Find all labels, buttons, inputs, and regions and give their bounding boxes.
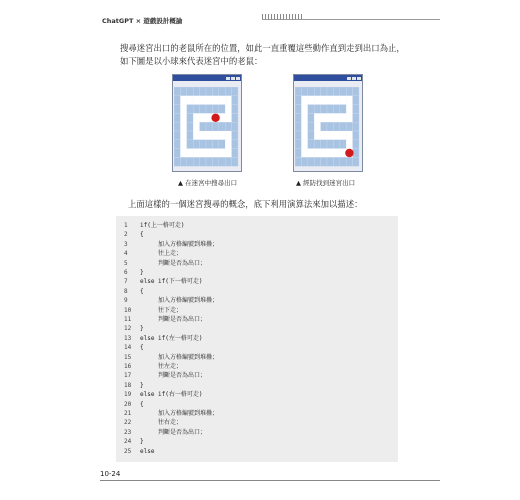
maze-wall <box>206 105 212 114</box>
minimize-icon <box>226 77 230 80</box>
code-text: if(上一格可走) <box>140 222 185 229</box>
maze-wall <box>295 96 301 105</box>
maze-path <box>206 131 212 140</box>
maze-wall <box>174 96 180 105</box>
maze-wall <box>333 157 339 166</box>
maze-path <box>219 96 225 105</box>
maze-path <box>212 131 218 140</box>
maze-wall <box>308 87 314 96</box>
maze-wall <box>206 157 212 166</box>
code-text: { <box>140 287 144 295</box>
maze-path <box>193 113 199 122</box>
header-title: ChatGPT × 遊戲設計概論 <box>102 17 183 25</box>
line-number: 18 <box>124 381 132 389</box>
maze-wall <box>308 122 314 131</box>
line-number: 25 <box>124 447 132 455</box>
maze-wall <box>333 122 339 131</box>
maze-wall <box>193 140 199 149</box>
code-text: else if(下一格可走) <box>140 278 203 286</box>
maze-grid <box>295 87 361 169</box>
maze-wall <box>333 87 339 96</box>
maze-path <box>314 131 320 140</box>
maze-path <box>225 131 231 140</box>
maze-wall <box>327 87 333 96</box>
maze-path <box>180 122 186 131</box>
maze-wall <box>212 105 218 114</box>
maze-path <box>340 113 346 122</box>
maze-wall <box>212 157 218 166</box>
code-text: 加入方格編號到堆疊； <box>140 353 219 361</box>
maze-wall <box>295 122 301 131</box>
maze-wall <box>232 149 238 158</box>
maze-wall <box>187 113 193 122</box>
maze-path <box>180 113 186 122</box>
maze-path <box>321 149 327 158</box>
maze-path <box>340 131 346 140</box>
maze-path <box>206 149 212 158</box>
maze-path <box>327 113 333 122</box>
maze-path <box>346 140 352 149</box>
close-icon <box>236 77 240 80</box>
maximize-icon <box>231 77 235 80</box>
paragraph-algorithm-intro: 上面這樣的一個迷宮搜尋的概念，底下利用演算法來加以描述： <box>128 199 363 209</box>
maze-path <box>219 149 225 158</box>
code-text: else if(右一格可走) <box>140 391 203 399</box>
maze-wall <box>232 140 238 149</box>
code-text: 判斷是否為出口； <box>140 372 207 380</box>
mouse-ball <box>345 149 353 157</box>
code-text: 往右走； <box>140 419 183 427</box>
mouse-ball <box>211 114 219 122</box>
maze-path <box>301 149 307 158</box>
maze-path <box>308 149 314 158</box>
maze-path <box>301 96 307 105</box>
caption-left: ▲ 在迷宮中搜尋出口 <box>178 179 238 187</box>
code-text: 判斷是否為出口； <box>140 259 207 267</box>
maze-path <box>314 122 320 131</box>
maze-wall <box>340 122 346 131</box>
maze-wall <box>206 122 212 131</box>
maze-wall <box>308 157 314 166</box>
maze-wall <box>295 157 301 166</box>
line-number: 8 <box>124 287 128 295</box>
maze-path <box>212 149 218 158</box>
maze-wall <box>200 140 206 149</box>
maze-path <box>301 113 307 122</box>
maze-path <box>212 96 218 105</box>
maze-wall <box>187 131 193 140</box>
code-text: 判斷是否為出口； <box>140 428 207 436</box>
maze-wall <box>353 105 359 114</box>
code-text: 往左走； <box>140 363 183 370</box>
line-number: 20 <box>124 400 132 408</box>
maze-wall <box>232 122 238 131</box>
maze-wall <box>232 113 238 122</box>
maze-path <box>308 96 314 105</box>
code-text: } <box>140 381 144 389</box>
maze-wall <box>219 122 225 131</box>
maze-path <box>301 105 307 114</box>
maze-wall <box>301 87 307 96</box>
line-number: 19 <box>124 391 132 399</box>
maze-wall <box>206 87 212 96</box>
page-number: 10-24 <box>100 470 121 478</box>
maze-wall <box>340 105 346 114</box>
maze-wall <box>219 140 225 149</box>
maze-wall <box>308 113 314 122</box>
window-menu <box>294 81 362 86</box>
maze-wall <box>212 122 218 131</box>
maze-wall <box>295 149 301 158</box>
maze-path <box>180 105 186 114</box>
footer-rule <box>100 480 440 481</box>
maze-path <box>327 131 333 140</box>
maze-wall <box>333 105 339 114</box>
maze-path <box>180 140 186 149</box>
maze-wall <box>327 157 333 166</box>
maze-path <box>187 96 193 105</box>
maze-wall <box>174 149 180 158</box>
maze-path <box>193 122 199 131</box>
maze-wall <box>232 96 238 105</box>
maze-path <box>200 113 206 122</box>
line-number: 2 <box>124 231 128 239</box>
maze-path <box>321 96 327 105</box>
maze-wall <box>187 105 193 114</box>
maze-path <box>180 96 186 105</box>
caption-right: ▲ 經防找到迷宮出口 <box>296 179 356 187</box>
maze-wall <box>346 87 352 96</box>
maze-wall <box>219 157 225 166</box>
maze-path <box>333 149 339 158</box>
maze-path <box>321 131 327 140</box>
window-menu <box>173 81 241 86</box>
code-text: } <box>140 325 144 333</box>
maze-path <box>225 96 231 105</box>
maze-wall <box>174 113 180 122</box>
maze-path <box>193 96 199 105</box>
maze-wall <box>187 140 193 149</box>
code-text: else <box>140 447 155 455</box>
maze-wall <box>206 140 212 149</box>
code-text: else if(左一格可走) <box>140 334 203 342</box>
line-number: 7 <box>124 278 128 286</box>
maze-wall <box>314 105 320 114</box>
maze-path <box>200 131 206 140</box>
paragraph-intro: 搜尋迷宮出口的老鼠所在的位置，如此一直重覆這些動作直到走到出口為止，如下圖是以小球來代表迷宮中的老鼠： <box>120 43 405 66</box>
code-block <box>116 216 398 462</box>
maze-wall <box>174 87 180 96</box>
maze-wall <box>174 140 180 149</box>
maze-wall <box>174 105 180 114</box>
line-number: 24 <box>124 438 132 446</box>
line-number: 1 <box>124 222 128 229</box>
maze-wall <box>295 87 301 96</box>
maze-wall <box>353 140 359 149</box>
maze-wall <box>219 105 225 114</box>
minimize-icon <box>347 77 351 80</box>
maze-grid <box>174 87 240 169</box>
maze-wall <box>174 122 180 131</box>
maze-path <box>193 149 199 158</box>
maze-wall <box>353 122 359 131</box>
code-text: 加入方格編號到堆疊； <box>140 297 219 305</box>
maze-wall <box>225 87 231 96</box>
maze-path <box>333 113 339 122</box>
maze-path <box>333 96 339 105</box>
maze-path <box>301 122 307 131</box>
line-number: 23 <box>124 428 132 436</box>
maze-path <box>187 149 193 158</box>
maze-wall <box>353 87 359 96</box>
line-number: 17 <box>124 372 132 380</box>
maze-wall <box>232 157 238 166</box>
maze-wall <box>314 87 320 96</box>
maze-wall <box>174 157 180 166</box>
maze-wall <box>212 87 218 96</box>
maze-path <box>225 149 231 158</box>
line-number: 10 <box>124 306 132 314</box>
maze-window-searching <box>172 74 242 172</box>
maze-wall <box>353 157 359 166</box>
maze-wall <box>327 140 333 149</box>
maximize-icon <box>352 77 356 80</box>
maze-path <box>346 96 352 105</box>
maze-wall <box>225 157 231 166</box>
maze-path <box>193 131 199 140</box>
maze-wall <box>193 157 199 166</box>
line-number: 16 <box>124 363 132 370</box>
maze-wall <box>200 105 206 114</box>
header-rule <box>262 19 440 20</box>
maze-wall <box>187 157 193 166</box>
line-number: 12 <box>124 325 132 333</box>
code-text: { <box>140 344 144 352</box>
maze-path <box>314 113 320 122</box>
maze-wall <box>346 122 352 131</box>
maze-path <box>346 105 352 114</box>
maze-wall <box>340 140 346 149</box>
maze-path <box>301 131 307 140</box>
maze-wall <box>187 87 193 96</box>
maze-path <box>346 113 352 122</box>
line-number: 5 <box>124 259 128 267</box>
maze-path <box>314 149 320 158</box>
maze-path <box>301 140 307 149</box>
maze-wall <box>314 140 320 149</box>
maze-wall <box>321 157 327 166</box>
maze-wall <box>308 140 314 149</box>
maze-path <box>225 140 231 149</box>
maze-wall <box>187 122 193 131</box>
maze-wall <box>327 122 333 131</box>
line-number: 6 <box>124 269 128 276</box>
code-text: } <box>140 269 144 276</box>
maze-wall <box>314 157 320 166</box>
maze-wall <box>321 87 327 96</box>
maze-wall <box>301 157 307 166</box>
maze-wall <box>295 113 301 122</box>
maze-path <box>327 149 333 158</box>
line-number: 21 <box>124 410 132 417</box>
maze-wall <box>295 140 301 149</box>
maze-wall <box>180 157 186 166</box>
maze-wall <box>193 105 199 114</box>
maze-path <box>225 113 231 122</box>
maze-path <box>327 96 333 105</box>
maze-wall <box>327 105 333 114</box>
line-number: 9 <box>124 297 128 305</box>
line-number: 11 <box>124 316 132 323</box>
maze-wall <box>225 122 231 131</box>
maze-wall <box>200 87 206 96</box>
code-text: } <box>140 438 144 446</box>
maze-path <box>200 149 206 158</box>
maze-path <box>346 131 352 140</box>
maze-path <box>225 105 231 114</box>
code-text: 判斷是否為出口； <box>140 316 207 323</box>
maze-wall <box>219 87 225 96</box>
line-number: 13 <box>124 334 132 342</box>
maze-path <box>333 131 339 140</box>
maze-wall <box>295 131 301 140</box>
code-text: 加入方格編號到堆疊； <box>140 410 219 417</box>
maze-window-found <box>293 74 363 172</box>
maze-wall <box>353 113 359 122</box>
maze-wall <box>353 96 359 105</box>
maze-wall <box>200 122 206 131</box>
code-text: 加入方格編號到堆疊； <box>140 240 219 248</box>
maze-wall <box>295 105 301 114</box>
maze-wall <box>200 157 206 166</box>
code-text: 往下走； <box>140 306 183 314</box>
maze-wall <box>308 105 314 114</box>
line-number: 15 <box>124 353 132 361</box>
maze-wall <box>346 157 352 166</box>
close-icon <box>357 77 361 80</box>
maze-path <box>340 96 346 105</box>
maze-wall <box>321 122 327 131</box>
maze-wall <box>180 87 186 96</box>
line-number: 3 <box>124 240 128 248</box>
maze-wall <box>340 87 346 96</box>
maze-path <box>314 96 320 105</box>
maze-wall <box>321 105 327 114</box>
maze-wall <box>174 131 180 140</box>
maze-path <box>200 96 206 105</box>
code-text: 往上走； <box>140 250 183 258</box>
maze-path <box>206 96 212 105</box>
maze-wall <box>232 131 238 140</box>
maze-path <box>321 113 327 122</box>
maze-wall <box>333 140 339 149</box>
maze-wall <box>232 87 238 96</box>
line-number: 22 <box>124 419 132 427</box>
maze-path <box>180 131 186 140</box>
line-number: 14 <box>124 344 132 352</box>
maze-wall <box>308 131 314 140</box>
code-text: { <box>140 400 144 408</box>
line-number: 4 <box>124 250 128 258</box>
maze-wall <box>212 140 218 149</box>
code-text: { <box>140 231 144 239</box>
maze-wall <box>232 105 238 114</box>
maze-path <box>219 131 225 140</box>
maze-wall <box>340 157 346 166</box>
maze-wall <box>353 131 359 140</box>
maze-wall <box>193 87 199 96</box>
maze-wall <box>321 140 327 149</box>
maze-path <box>180 149 186 158</box>
